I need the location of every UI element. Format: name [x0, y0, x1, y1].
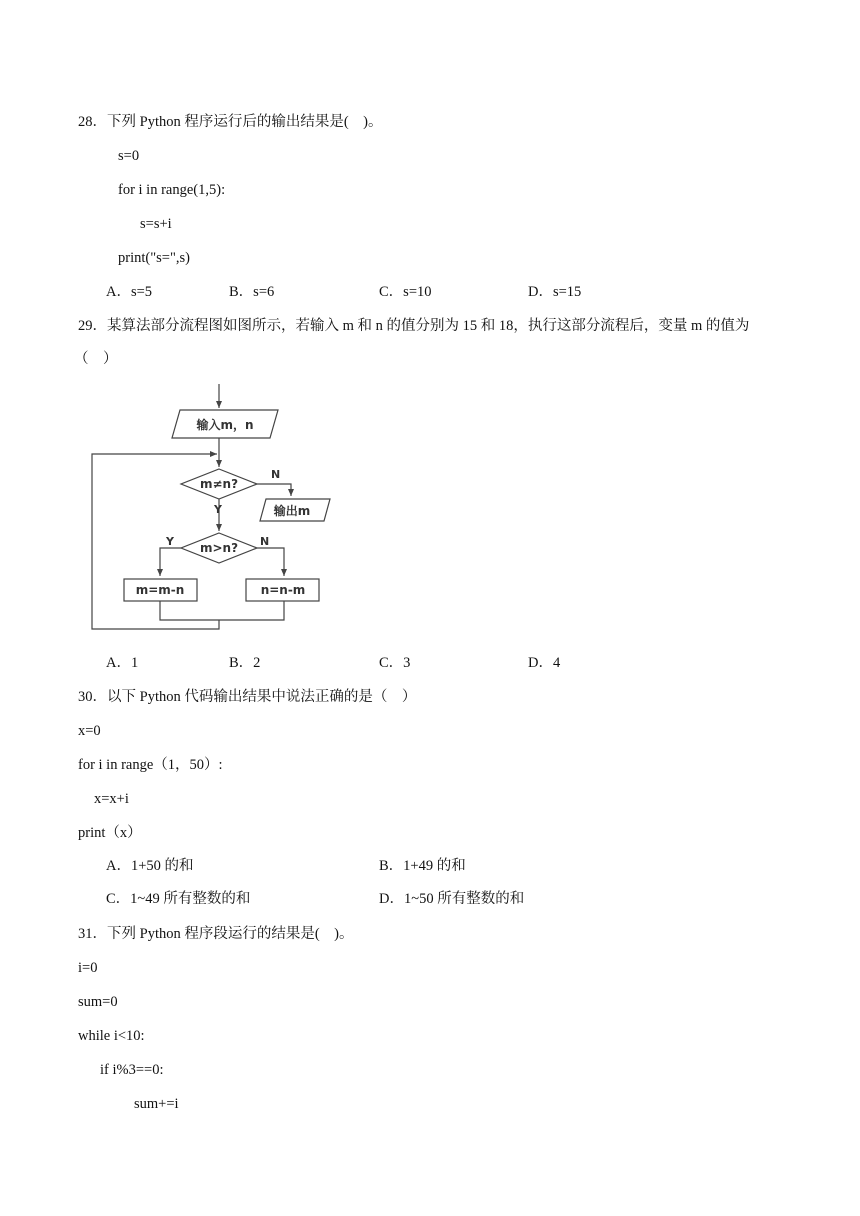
q29-option-a: A．1	[106, 655, 139, 671]
q30-option-b: B．1+49 的和	[379, 858, 466, 874]
q31-code-line: while i<10:	[78, 1028, 145, 1044]
q29-stem-blank: （ ）	[74, 351, 118, 367]
q31-code-line: sum=0	[78, 994, 118, 1010]
cond2-yes-label: Y	[166, 535, 174, 548]
cond2-no-label: N	[260, 535, 270, 548]
q28-code-line: print("s=",s)	[118, 250, 190, 266]
q29-stem: 29．某算法部分流程图如图所示，若输入 m 和 n 的值分别为 15 和 18，执行这部分流程后，变量 m 的值为	[78, 318, 750, 334]
q30-code-line: print（x）	[78, 825, 142, 841]
flow-arrow	[160, 548, 181, 576]
flow-arrow	[257, 548, 284, 576]
flow-arrow	[257, 484, 291, 496]
flowchart	[80, 378, 350, 638]
q30-code-line: for i in range（1，50）:	[78, 757, 223, 773]
cond1-label: m≠n?	[199, 477, 239, 491]
cond2-label: m>n?	[199, 541, 239, 555]
q28-stem: 28．下列 Python 程序运行后的输出结果是( )。	[78, 114, 383, 130]
q30-code-line: x=x+i	[94, 791, 129, 807]
q28-option-c: C．s=10	[379, 284, 432, 300]
left-box-label: m=m-n	[135, 583, 185, 597]
flow-merge-line	[160, 601, 284, 620]
cond1-yes-label: Y	[214, 503, 222, 516]
q31-stem: 31．下列 Python 程序段运行的结果是( )。	[78, 926, 354, 942]
cond1-no-label: N	[271, 468, 281, 481]
input-label: 输入m，n	[196, 418, 254, 432]
right-box-label: n=n-m	[260, 583, 306, 597]
q28-code-line: s=s+i	[140, 216, 172, 232]
q30-option-d: D．1~50 所有整数的和	[379, 891, 525, 907]
q28-option-d: D．s=15	[528, 284, 582, 300]
output-label: 输出m	[273, 504, 311, 518]
q31-code-line: i=0	[78, 960, 98, 976]
q30-stem: 30．以下 Python 代码输出结果中说法正确的是（ ）	[78, 689, 417, 705]
q29-option-c: C．3	[379, 655, 411, 671]
q31-code-line: sum+=i	[134, 1096, 179, 1112]
q30-option-c: C．1~49 所有整数的和	[106, 891, 251, 907]
q29-option-b: B．2	[229, 655, 261, 671]
q30-code-line: x=0	[78, 723, 101, 739]
q28-option-a: A．s=5	[106, 284, 153, 300]
q29-option-d: D．4	[528, 655, 561, 671]
q28-option-b: B．s=6	[229, 284, 275, 300]
q30-option-a: A．1+50 的和	[106, 858, 194, 874]
q28-code-line: s=0	[118, 148, 140, 164]
q28-code-line: for i in range(1,5):	[118, 182, 226, 198]
q31-code-line: if i%3==0:	[100, 1062, 164, 1078]
